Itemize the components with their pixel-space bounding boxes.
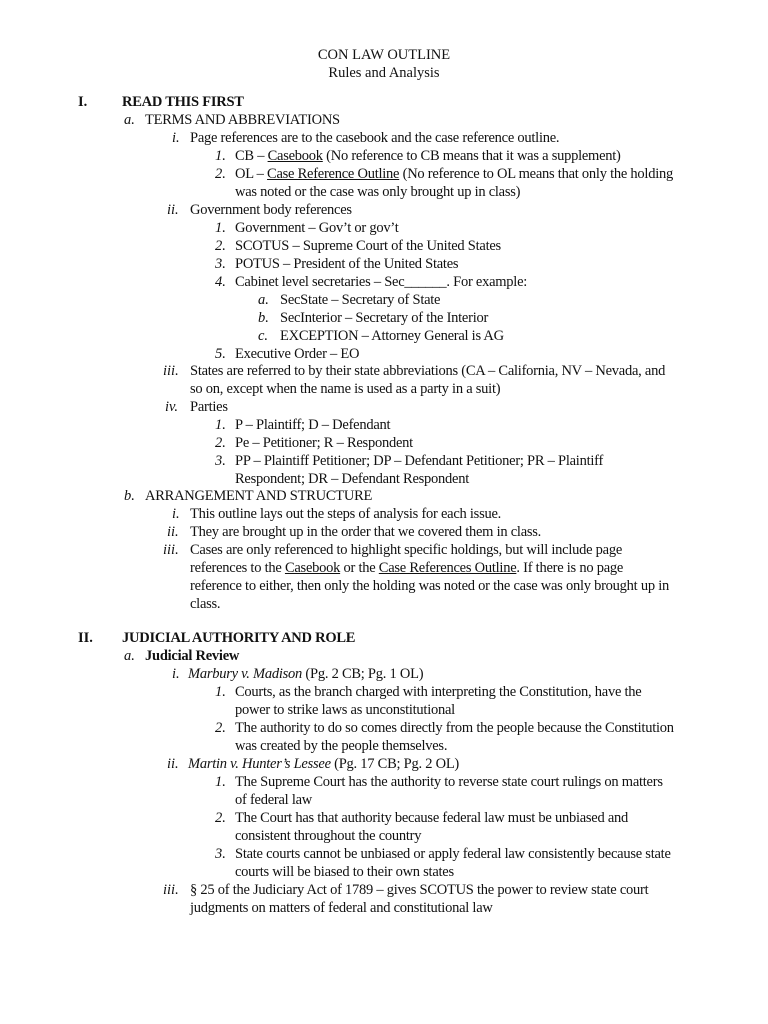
item-text-continued: class. <box>190 596 221 612</box>
point-marker: 2. <box>215 810 226 826</box>
point-text: The Court has that authority because federal law must be unbiased and <box>235 810 629 826</box>
point-marker: 1. <box>215 684 226 700</box>
item-marker: i. <box>172 506 180 522</box>
casebook-reference: Casebook <box>267 148 323 164</box>
point-text: Pe – Petitioner; R – Respondent <box>235 435 413 451</box>
point-marker: 3. <box>215 453 226 469</box>
point-marker: 2. <box>215 166 226 182</box>
item-marker: iii. <box>163 882 179 898</box>
subsection-heading: TERMS AND ABBREVIATIONS <box>145 112 340 128</box>
point-text-continued: was noted or the case was only brought up in class) <box>235 184 521 200</box>
point-marker: 4. <box>215 274 226 290</box>
subpoint-text: SecInterior – Secretary of the Interior <box>280 310 489 326</box>
point-text: Cabinet level secretaries – Sec______. For example: <box>235 274 528 290</box>
subsection-marker: a. <box>124 112 135 128</box>
point-text-continued: of federal law <box>235 792 313 808</box>
item-text: Page references are to the casebook and the case reference outline. <box>190 130 560 146</box>
point-text-continued: consistent throughout the country <box>235 828 422 844</box>
item-marker: i. <box>172 666 180 682</box>
item-marker: iii. <box>163 363 179 379</box>
case-citation: Marbury v. Madison (Pg. 2 CB; Pg. 1 OL) <box>188 666 424 682</box>
point-text: POTUS – President of the United States <box>235 256 459 272</box>
document-title: CON LAW OUTLINE <box>317 47 451 63</box>
section-marker: I. <box>78 94 88 110</box>
item-text: Cases are only referenced to highlight specific holdings, but will include page <box>190 542 623 558</box>
subpoint-marker: b. <box>258 310 269 326</box>
casebook-reference: Casebook <box>284 560 341 576</box>
item-text: This outline lays out the steps of analysis for each issue. <box>190 506 502 522</box>
item-marker: ii. <box>167 524 179 540</box>
item-marker: i. <box>172 130 180 146</box>
item-text: States are referred to by their state abbreviations (CA – California, NV – Nevada, and <box>190 363 666 379</box>
point-text: PP – Plaintiff Petitioner; DP – Defendant Petitioner; PR – Plaintiff <box>235 453 604 469</box>
point-marker: 2. <box>215 435 226 451</box>
item-marker: iii. <box>163 542 179 558</box>
section-heading: READ THIS FIRST <box>122 94 244 110</box>
item-text: § 25 of the Judiciary Act of 1789 – gives SCOTUS the power to review state court <box>190 882 649 898</box>
point-marker: 2. <box>215 720 226 736</box>
point-text: P – Plaintiff; D – Defendant <box>235 417 391 433</box>
point-text-continued: was created by the people themselves. <box>235 738 448 754</box>
point-text-continued: courts will be biased to their own states <box>235 864 454 880</box>
subsection-heading: Judicial Review <box>145 648 240 664</box>
item-marker: ii. <box>167 756 179 772</box>
item-text: They are brought up in the order that we covered them in class. <box>190 524 542 540</box>
item-text-continued: reference to either, then only the holding was noted or the case was only brought up in <box>190 578 669 594</box>
point-marker: 1. <box>215 220 226 236</box>
point-text: Courts, as the branch charged with interpreting the Constitution, have the <box>235 684 642 700</box>
item-text: Government body references <box>190 202 352 218</box>
subsection-heading: ARRANGEMENT AND STRUCTURE <box>145 488 373 504</box>
document-subtitle: Rules and Analysis <box>328 65 440 81</box>
item-marker: ii. <box>167 202 179 218</box>
point-text: Government – Gov’t or gov’t <box>235 220 399 236</box>
section-heading: JUDICIAL AUTHORITY AND ROLE <box>122 630 356 646</box>
point-text-continued: power to strike laws as unconstitutional <box>235 702 455 718</box>
point-marker: 2. <box>215 238 226 254</box>
point-text: OL – Case Reference Outline (No reference to OL means that only the holding <box>235 166 673 182</box>
case-name: Marbury v. Madison <box>188 666 303 682</box>
point-text-continued: Respondent; DR – Defendant Respondent <box>235 471 469 487</box>
item-text-continued: so on, except when the name is used as a party in a suit) <box>190 381 501 397</box>
point-text: State courts cannot be unbiased or apply federal law consistently because state <box>235 846 671 862</box>
point-marker: 5. <box>215 346 226 362</box>
case-reference-outline-reference: Case Reference Outline <box>267 166 400 182</box>
point-text: Executive Order – EO <box>235 346 360 362</box>
subsection-marker: a. <box>124 648 135 664</box>
subsection-marker: b. <box>124 488 135 504</box>
item-text-continued: judgments on matters of federal and constitutional law <box>190 900 493 916</box>
subpoint-marker: a. <box>258 292 269 308</box>
subpoint-marker: c. <box>258 328 269 344</box>
point-marker: 3. <box>215 846 226 862</box>
point-marker: 3. <box>215 256 226 272</box>
point-marker: 1. <box>215 148 226 164</box>
case-name: Martin v. Hunter’s Lessee <box>188 756 331 772</box>
subpoint-text: SecState – Secretary of State <box>280 292 441 308</box>
case-citation: Martin v. Hunter’s Lessee (Pg. 17 CB; Pg. 2 OL) <box>188 756 460 772</box>
point-text: The authority to do so comes directly from the people because the Constitution <box>235 720 674 736</box>
subpoint-text: EXCEPTION – Attorney General is AG <box>280 328 504 344</box>
point-text: SCOTUS – Supreme Court of the United States <box>235 238 501 254</box>
item-marker: iv. <box>165 399 179 415</box>
point-text: The Supreme Court has the authority to reverse state court rulings on matters <box>235 774 663 790</box>
case-references-outline-reference: Case References Outline <box>378 560 517 576</box>
item-text: Parties <box>190 399 228 415</box>
point-marker: 1. <box>215 774 226 790</box>
point-marker: 1. <box>215 417 226 433</box>
item-text-continued: references to the Casebook or the Case References Outline. If there is no page <box>190 560 624 576</box>
section-marker: II. <box>78 630 93 646</box>
point-text: CB – Casebook (No reference to CB means that it was a supplement) <box>235 148 621 164</box>
